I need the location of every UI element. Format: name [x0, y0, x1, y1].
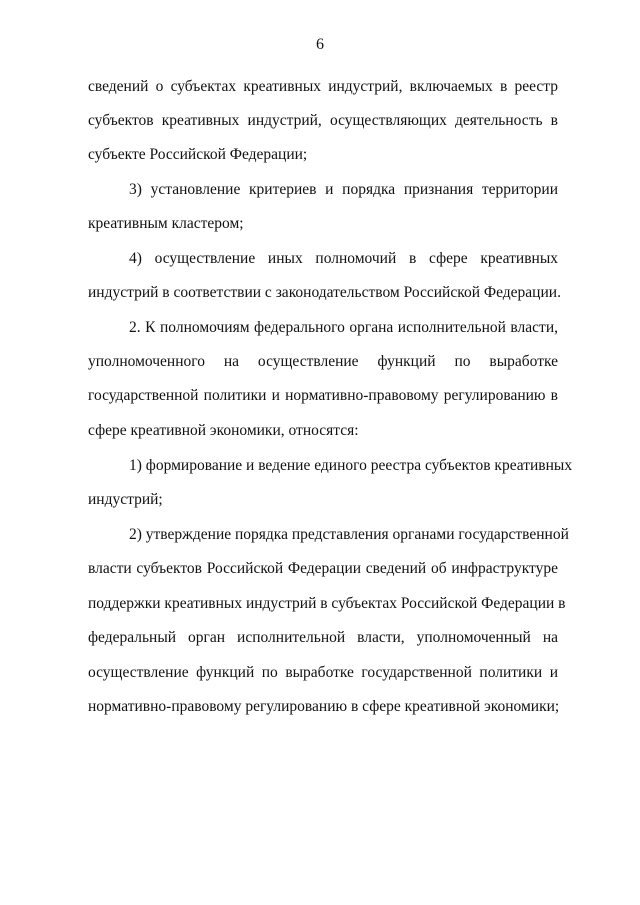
- page-number: 6: [316, 36, 324, 53]
- text-line: субъектов креативных индустрий, осуществляющих деятельность в: [88, 112, 558, 129]
- text-line: индустрий в соответствии с законодательством Российской Федерации.: [88, 284, 561, 301]
- text-line: 4) осуществление иных полномочий в сфере креативных: [129, 250, 558, 267]
- text-line: поддержки креативных индустрий в субъектах Российской Федерации в: [88, 595, 566, 612]
- text-line: креативным кластером;: [88, 215, 244, 232]
- text-line: 2) утверждение порядка представления органами государственной: [129, 526, 569, 543]
- text-line: субъекте Российской Федерации;: [88, 146, 308, 163]
- text-line: уполномоченного на осуществление функций по выработке: [88, 353, 558, 370]
- text-line: 3) установление критериев и порядка признания территории: [129, 181, 558, 198]
- text-line: 2. К полномочиям федерального органа исполнительной власти,: [129, 319, 558, 336]
- text-line: сведений о субъектах креативных индустрий, включаемых в реестр: [88, 78, 558, 95]
- text-line: осуществление функций по выработке государственной политики и: [88, 664, 558, 681]
- text-line: власти субъектов Российской Федерации сведений об инфраструктуре: [88, 560, 558, 577]
- text-line: нормативно-правовому регулированию в сфере креативной экономики;: [88, 698, 560, 715]
- text-line: 1) формирование и ведение единого реестра субъектов креативных: [129, 457, 573, 474]
- text-line: государственной политики и нормативно-правовому регулированию в: [88, 387, 558, 404]
- text-line: федеральный орган исполнительной власти, уполномоченный на: [88, 629, 558, 646]
- text-line: сфере креативной экономики, относятся:: [88, 422, 359, 439]
- text-line: индустрий;: [88, 491, 163, 508]
